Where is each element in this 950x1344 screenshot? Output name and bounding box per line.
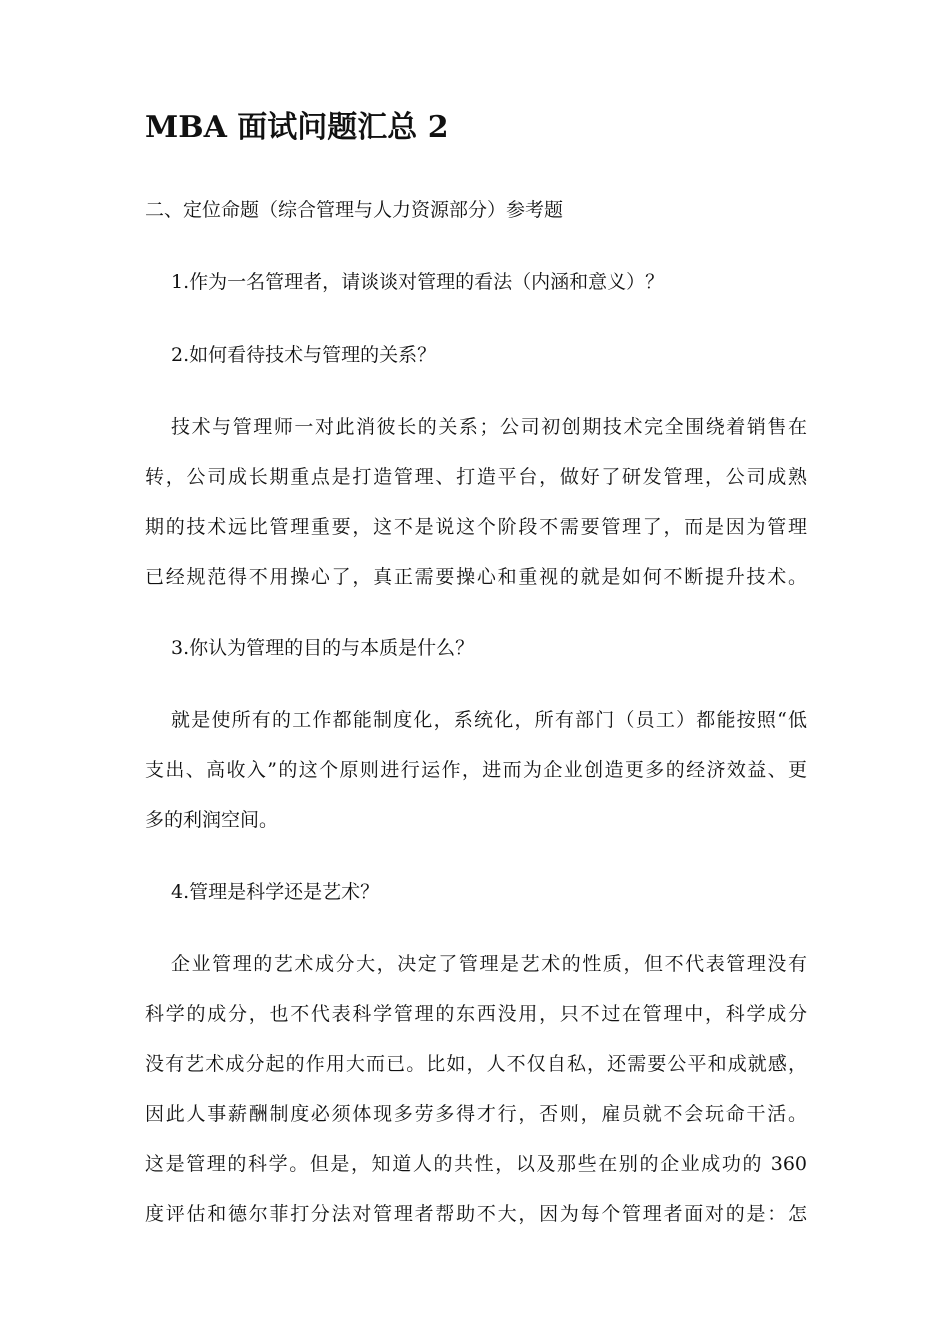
answer-3-line: 就是使所有的工作都能制度化，系统化，所有部门（员工）都能按照“低 — [171, 709, 807, 731]
answer-2-line: 已经规范得不用操心了，真正需要操心和重视的就是如何不断提升技术。 — [145, 566, 807, 588]
answer-2-line: 期的技术远比管理重要，这不是说这个阶段不需要管理了，而是因为管理 — [145, 516, 807, 538]
question-1: 1.作为一名管理者，请谈谈对管理的看法（内涵和意义）？ — [171, 271, 665, 293]
section-heading: 二、定位命题（综合管理与人力资源部分）参考题 — [145, 199, 564, 221]
document-title: MBA 面试问题汇总 2 — [145, 110, 449, 145]
question-3: 3.你认为管理的目的与本质是什么？ — [171, 637, 475, 659]
answer-4-line: 企业管理的艺术成分大，决定了管理是艺术的性质，但不代表管理没有 — [171, 953, 807, 975]
answer-4-line: 没有艺术成分起的作用大而已。比如，人不仅自私，还需要公平和成就感， — [145, 1053, 807, 1075]
answer-4-line: 这是管理的科学。但是，知道人的共性，以及那些在别的企业成功的 360 — [145, 1153, 807, 1175]
answer-2-line: 转，公司成长期重点是打造管理、打造平台，做好了研发管理，公司成熟 — [145, 466, 807, 488]
answer-3-line: 多的利润空间。 — [145, 809, 279, 831]
question-4: 4.管理是科学还是艺术？ — [171, 881, 380, 903]
answer-2-line: 技术与管理师一对此消彼长的关系；公司初创期技术完全围绕着销售在 — [171, 416, 807, 438]
answer-3-line: 支出、高收入”的这个原则进行运作，进而为企业创造更多的经济效益、更 — [145, 759, 807, 781]
answer-4-line: 科学的成分，也不代表科学管理的东西没用，只不过在管理中，科学成分 — [145, 1003, 807, 1025]
answer-4-line: 度评估和德尔菲打分法对管理者帮助不大，因为每个管理者面对的是：怎 — [145, 1203, 807, 1225]
question-2: 2.如何看待技术与管理的关系？ — [171, 344, 437, 366]
answer-4-line: 因此人事薪酬制度必须体现多劳多得才行，否则，雇员就不会玩命干活。 — [145, 1103, 807, 1125]
